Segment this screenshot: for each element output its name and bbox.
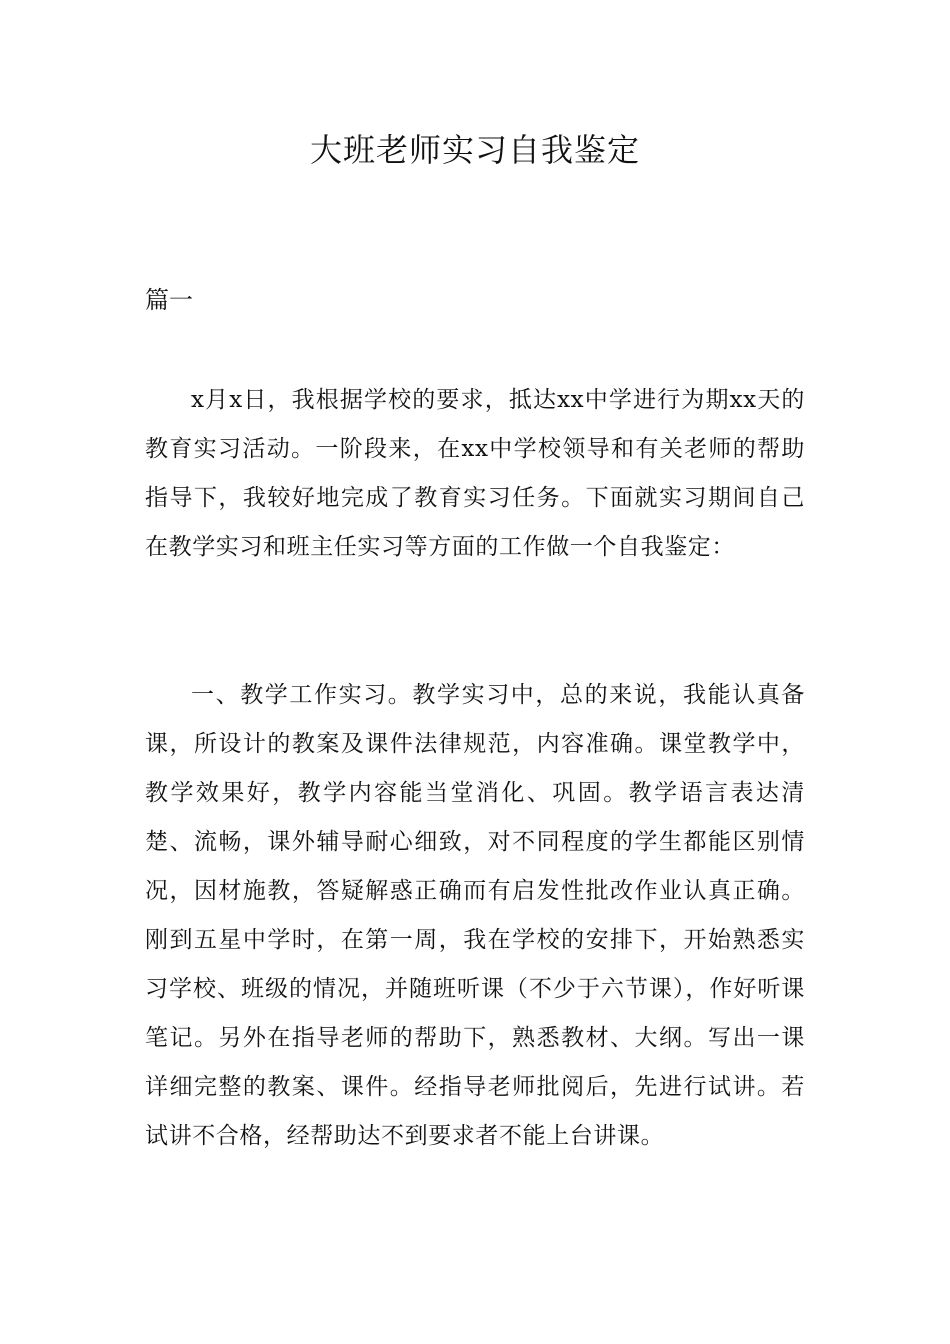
paragraph-intro: x月x日，我根据学校的要求，抵达xx中学进行为期xx天的教育实习活动。一阶段来，在xx中学校领导和有关老师的帮助指导下，我较好地完成了教育实习任务。下面就实习期间自己在教学实习和班主任实习等方面的工作做一个自我鉴定： — [145, 387, 805, 560]
paragraph-teaching-practice: 一、教学工作实习。教学实习中，总的来说，我能认真备课，所设计的教案及课件法律规范，内容准确。课堂教学中，教学效果好，教学内容能当堂消化、巩固。教学语言表达清楚、流畅，课外辅导耐心细致，对不同程度的学生都能区别情况，因材施教，答疑解惑正确而有启发性批改作业认真正确。刚到五星中学时，在第一周，我在学校的安排下，开始熟悉实习学校、班级的情况，并随班听课（不少于六节课），作好听课笔记。另外在指导老师的帮助下，熟悉教材、大纲。写出一课详细完整的教案、课件。经指导老师批阅后，先进行试讲。若试讲不合格，经帮助达不到要求者不能上台讲课。 — [145, 682, 805, 1149]
section-label: 篇一 — [145, 286, 193, 314]
document-title: 大班老师实习自我鉴定 — [309, 131, 640, 169]
